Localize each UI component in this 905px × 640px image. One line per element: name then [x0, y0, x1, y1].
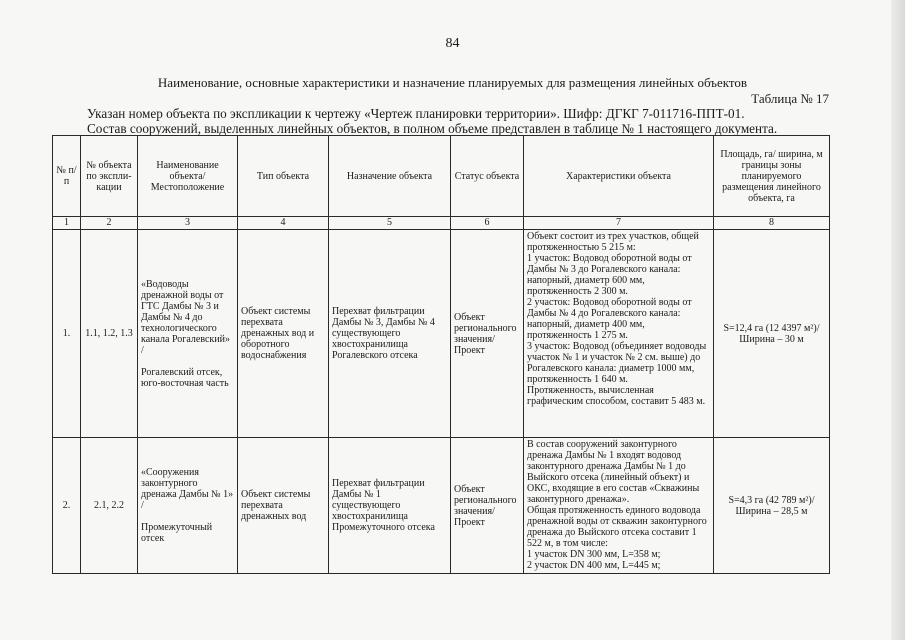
row-name: «Сооружения законтурного дренажа Дамбы № 1» / [141, 467, 234, 511]
row-location: Промежуточный отсек [141, 522, 213, 544]
table-label: Таблица № 17 [751, 91, 829, 106]
row-area: S=4,3 га (42 789 м²)/ Ширина – 28,5 м [714, 438, 830, 574]
row-status: Объект регионального значения/ Проект [451, 438, 524, 574]
header-row [53, 136, 830, 217]
characteristics-line: 2 участок: Водовод оборотной воды от Дамбы № 4 до Рогалевского канала: напорный, диаметр 400 мм, протяженность 1 275 м. [527, 297, 692, 341]
row-name-cell [138, 438, 238, 574]
header-purpose: Назначение объекта [329, 136, 451, 217]
row-characteristics [524, 438, 714, 574]
header-characteristics: Характеристики объекта [524, 136, 714, 217]
column-number: 1 [53, 217, 81, 230]
header-type: Тип объекта [238, 136, 329, 217]
row-num: 1. [53, 230, 81, 438]
characteristics-line: Объект состоит из трех участков, общей протяженностью 5 215 м: [527, 231, 699, 253]
column-number: 7 [524, 217, 714, 230]
page-edge-shadow [891, 0, 905, 640]
page-number: 84 [445, 36, 460, 51]
header-status: Статус объекта [451, 136, 524, 217]
column-number: 2 [81, 217, 138, 230]
column-number: 6 [451, 217, 524, 230]
header-num: № п/п [53, 136, 81, 217]
column-number-row [53, 217, 830, 230]
characteristics-line: 3 участок: Водовод (объединяет водоводы участок № 1 и участок № 2 см. выше) до Рогалевского канала: диаметр 1000 мм, протяженность 1 640 м. [527, 341, 707, 385]
row-type: Объект системы перехвата дренажных вод [238, 438, 329, 574]
row-name: «Водоводы дренажной воды от ГТС Дамбы № 3 и Дамбы № 4 до технологического канала Рогалевский» / [141, 278, 230, 356]
row-purpose: Перехват фильтрации Дамбы № 1 существующего хвостохранилища Промежуточного отсека [329, 438, 451, 574]
row-name-cell [138, 230, 238, 438]
row-num: 2. [53, 438, 81, 574]
characteristics-line: В состав сооружений законтурного дренажа Дамбы № 1 входят водовод законтурного дренажа Дамбы № 1 до Выйского отсека (линейный объект) и ОКС, входящие в его состав «Скважины законтурного дренажа». [527, 439, 700, 505]
intro-line-1: Указан номер объекта по экспликации к чертежу «Чертеж планировки территории». Шифр: ДГКГ 7-011716-ППТ-01. [87, 106, 745, 121]
row-type: Объект системы перехвата дренажных вод и оборотного водоснабжения [238, 230, 329, 438]
row-object-no: 2.1, 2.2 [81, 438, 138, 574]
characteristics-line: Протяженность, вычисленная графическим способом, составит 5 483 м. [527, 385, 706, 407]
characteristics-line: Общая протяженность единого водовода дренажной воды от скважин законтурного дренажа до Выйского отсека составит 1 522 м, в том числе: [527, 505, 707, 549]
header-object-no: № объекта по экспли-кации [81, 136, 138, 217]
intro-line-2: Состав сооружений, выделенных линейных объектов, в полном объеме представлен в таблице № 1 настоящего документа. [87, 121, 778, 136]
linear-objects-table [52, 135, 830, 574]
characteristics-line: 1 участок DN 300 мм, L=358 м; [527, 549, 661, 560]
row-status: Объект регионального значения/ Проект [451, 230, 524, 438]
table-row [53, 230, 830, 438]
column-number: 8 [714, 217, 830, 230]
characteristics-line: 2 участок DN 400 мм, L=445 м; [527, 560, 661, 571]
header-name: Наименование объекта/ Местоположение [138, 136, 238, 217]
column-number: 4 [238, 217, 329, 230]
characteristics-line: 1 участок: Водовод оборотной воды от Дамбы № 3 до Рогалевского канала: напорный, диаметр 600 мм, протяженность 2 300 м. [527, 253, 692, 297]
column-number: 3 [138, 217, 238, 230]
row-object-no: 1.1, 1.2, 1.3 [81, 230, 138, 438]
row-purpose: Перехват фильтрации Дамбы № 3, Дамбы № 4 существующего хвостохранилища Рогалевского отсека [329, 230, 451, 438]
table-heading: Наименование, основные характеристики и назначение планируемых для размещения линейных объектов [157, 75, 748, 90]
row-area: S=12,4 га (12 4397 м²)/ Ширина – 30 м [714, 230, 830, 438]
header-area: Площадь, га/ ширина, м границы зоны планируемого размещения линейного объекта, га [714, 136, 830, 217]
column-number: 5 [329, 217, 451, 230]
table-row [53, 438, 830, 574]
row-characteristics [524, 230, 714, 438]
row-location: Рогалевский отсек, юго-восточная часть [141, 366, 229, 389]
